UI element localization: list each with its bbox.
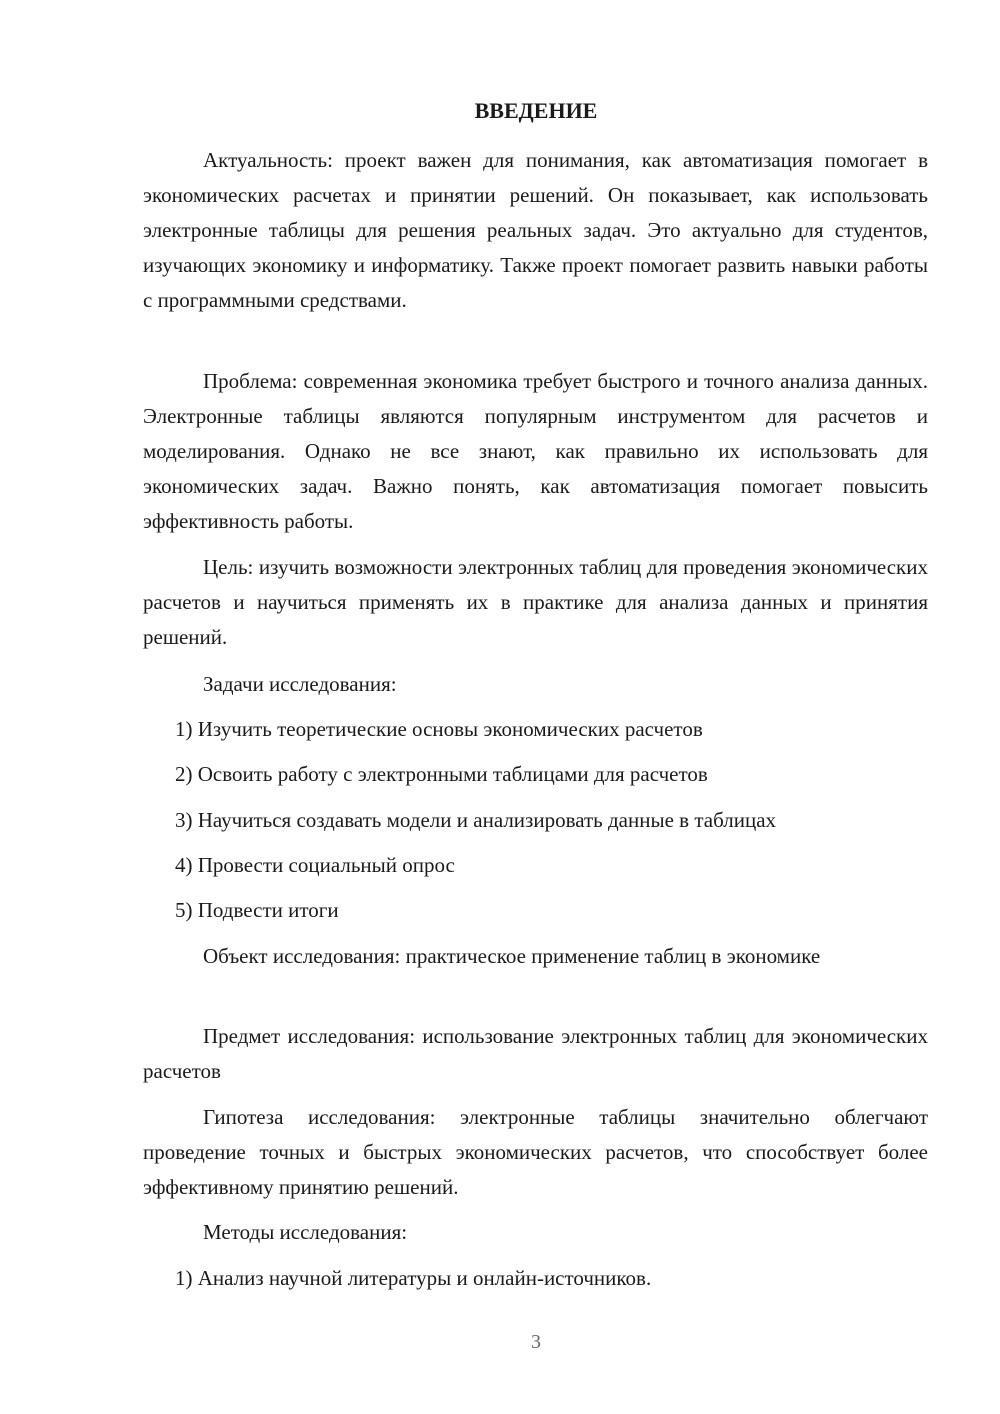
problem-paragraph: Проблема: современная экономика требует быстрого и точного анализа данных. Электронные таблицы являются популярным инструментом для расчетов и моделирования. Однако не все знают, как правильно их использовать для экономических задач. Важно понять, как автоматизация помогает повысить эффективность работы. [143,369,928,533]
page-title: ВВЕДЕНИЕ [474,98,598,123]
relevance-paragraph: Актуальность: проект важен для понимания, как автоматизация помогает в экономических расчетах и принятии решений. Он показывает, как использовать электронные таблицы для решения реальных задач. Это актуально для студентов, изучающих экономику и информатику. Также проект помогает развить навыки работы с программными средствами. [143,148,928,312]
page-number: 3 [531,1331,541,1353]
list-item: 5) Подвести итоги [175,898,339,922]
list-item: 1) Анализ научной литературы и онлайн-источников. [175,1266,652,1290]
methods-heading: Методы исследования: [203,1220,408,1244]
list-item: 4) Провести социальный опрос [175,853,455,877]
object-paragraph: Объект исследования: практическое применение таблиц в экономике [203,944,821,968]
subject-paragraph: Предмет исследования: использование электронных таблиц для экономических расчетов [143,1024,928,1083]
goal-paragraph: Цель: изучить возможности электронных таблиц для проведения экономических расчетов и научиться применять их в практике для анализа данных и принятия решений. [143,555,928,649]
hypothesis-paragraph: Гипотеза исследования: электронные таблицы значительно облегчают проведение точных и быстрых экономических расчетов, что способствует более эффективному принятию решений. [143,1105,928,1199]
list-item: 2) Освоить работу с электронными таблицами для расчетов [175,762,708,786]
list-item: 1) Изучить теоретические основы экономических расчетов [175,717,703,741]
tasks-heading: Задачи исследования: [203,672,397,696]
list-item: 3) Научиться создавать модели и анализировать данные в таблицах [175,808,777,832]
